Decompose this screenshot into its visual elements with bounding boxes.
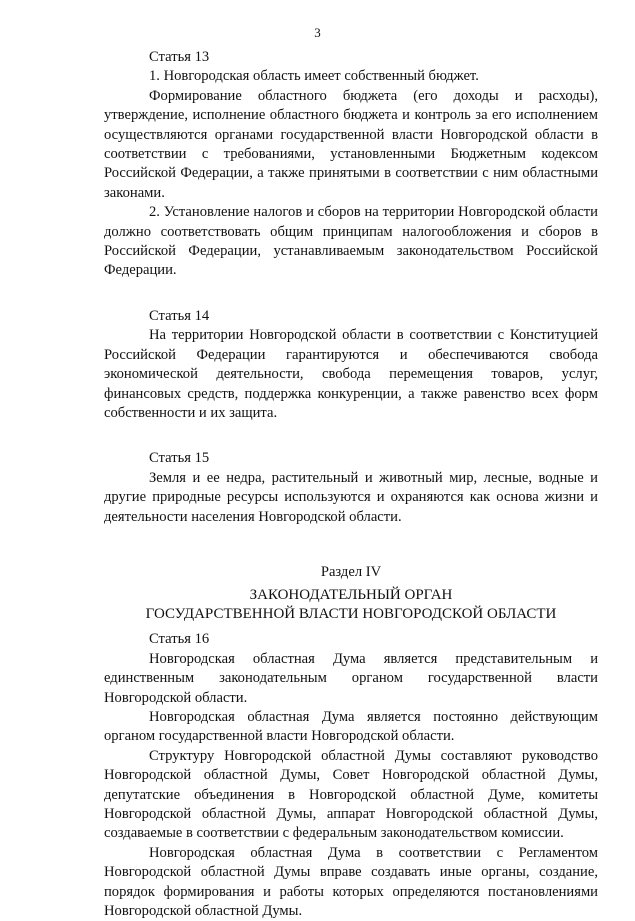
- section-title-line: ЗАКОНОДАТЕЛЬНЫЙ ОРГАН: [249, 587, 453, 604]
- article-title: Статья 14: [149, 307, 210, 324]
- article-15: [104, 449, 598, 527]
- paragraph: 1. Новгородская область имеет собственный бюджет.: [149, 68, 479, 85]
- spacer: [104, 281, 598, 307]
- article-title: Статья 13: [149, 49, 210, 65]
- paragraph: Формирование областного бюджета (его доходы и расходы), утверждение, исполнение областного бюджета и контроль за его исполнением осуществляются органами государственной власти Новгородской области в соответствии с требованиями, установленными Бюджетным кодексом Российской Федерации, а также принятыми в соответствии с ним областными законами.: [104, 87, 598, 201]
- paragraph: Новгородская областная Дума является постоянно действующим органом государственной власти Новгородской области.: [104, 708, 598, 745]
- paragraph: Структуру Новгородской областной Думы составляют руководство Новгородской областной Думы, Совет Новгородской областной Думы, депутатские объединения в Новгородской областной Думе, комитеты Новгородской областной Думы, аппарат Новгородской областной Думы, создаваемые в соответствии с федеральным законодательством комиссии.: [104, 747, 598, 842]
- section-heading: Раздел IV: [320, 563, 382, 580]
- paragraph: Новгородская областная Дума в соответствии с Регламентом Новгородской областной Думы вправе создавать иные органы, создание, порядок формирования и работы которых определяются постановлениями Новгородской областной Думы.: [104, 844, 598, 920]
- paragraph: На территории Новгородской области в соответствии с Конституцией Российской Федерации гарантируются и обеспечиваются свобода экономической деятельности, свобода перемещения товаров, услуг, финансовых средств, поддержка конкуренции, а также равенство всех форм собственности и их защита.: [104, 327, 598, 421]
- spacer: [104, 423, 598, 449]
- article-16: [104, 630, 598, 921]
- spacer: [104, 527, 598, 563]
- paragraph: 2. Установление налогов и сборов на территории Новгородской области должно соответствовать общим принципам налогообложения и сборов в Российской Федерации, устанавливаемым законодательством Российской Федерации.: [104, 204, 598, 279]
- article-14: [104, 307, 598, 423]
- section-title-line: ГОСУДАРСТВЕННОЙ ВЛАСТИ НОВГОРОДСКОЙ ОБЛАСТИ: [145, 606, 557, 623]
- article-title: Статья 15: [149, 450, 210, 467]
- paragraph: Новгородская областная Дума является представительным и единственным законодательным органом государственной власти Новгородской области.: [104, 650, 598, 706]
- document-body: [104, 48, 598, 921]
- article-13: [104, 48, 598, 281]
- page-number: 3: [314, 25, 321, 40]
- paragraph: Земля и ее недра, растительный и животный мир, лесные, водные и другие природные ресурсы используются и охраняются как основа жизни и деятельности населения Новгородской области.: [104, 469, 598, 525]
- section-iv: [104, 563, 598, 624]
- article-title: Статья 16: [149, 631, 210, 648]
